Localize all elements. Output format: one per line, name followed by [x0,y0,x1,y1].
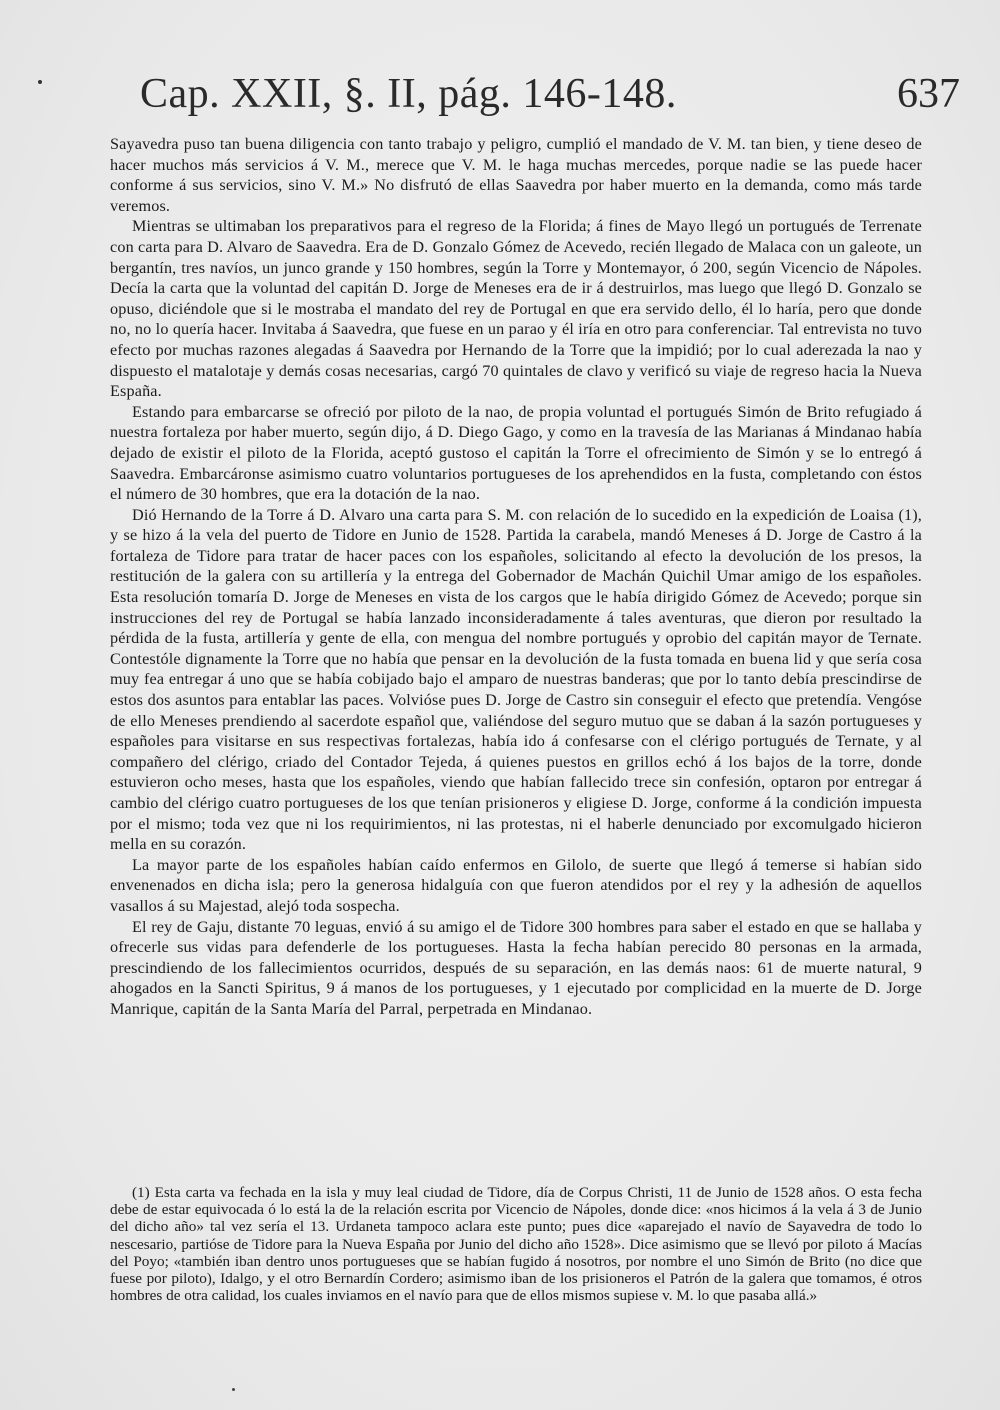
bottom-mark [232,1388,235,1391]
paragraph: Sayavedra puso tan buena diligencia con tanto trabajo y peligro, cumplió el mandado de V. M. tan bien, y tiene deseo de hacer muchos más servicios á V. M., merece que V. M. le haga muchas mercedes, porque nadie se las puede hacer conforme á sus servicios, sino V. M.» No disfrutó de ellas Saavedra por haber muerto en la demanda, como más tarde veremos. [110,135,922,215]
running-head: Cap. XXII, §. II, pág. 146-148. [140,71,677,117]
page-number: 637 [897,71,960,117]
paragraph: Dió Hernando de la Torre á D. Alvaro una carta para S. M. con relación de lo sucedido en la expedición de Loaisa (1), y se hizo á la vela del puerto de Tidore en Junio de 1528. Partida la carabela, mandó Meneses á D. Jorge de Castro á la fortaleza de Tidore para tratar de hacer paces con los españoles, solicitando al efecto la devolución de los presos, la restitución de la galera con su artillería y la entrega del Gobernador de Machán Quichil Umar amigo de los españoles. Esta resolución tomaría D. Jorge de Meneses en vista de los cargos que le había dirigido Gómez de Acevedo; porque sin instrucciones del rey de Portugal se había lanzado inconsideradamente á tales aventuras, que dieron por resultado la pérdida de la fusta, artillería y gente de ella, con mengua del nombre portugués y oprobio del capitán mayor de Ternate. Contestóle dignamente la Torre que no había que pensar en la devolución de la fusta tomada en buena lid y que sería cosa muy fea entregar á uno que se había cobijado bajo el amparo de nuestras banderas; que por lo tanto debía prescindirse de estos dos asuntos para entablar las paces. Volvióse pues D. Jorge de Castro sin conseguir el efecto que pretendía. Vengóse de ello Meneses prendiendo al sacerdote español que, valiéndose del seguro mutuo que se daban á la sazón portugueses y españoles para visitarse en sus respectivas fortalezas, había ido á confesarse con el clérigo portugués de Ternate, y al compañero del clérigo, criado del Contador Tejeda, á quienes puestos en grillos echó á los bajos de la torre, donde estuvieron ocho meses, hasta que los españoles, viendo que habían fallecido trece sin confesión, optaron por entregar á cambio del clérigo cuatro portugueses de los que tenían prisioneros y eligiese D. Jorge, conforme á la condición impuesta por el mismo; toda vez que ni los requirimientos, ni las protestas, ni el haberle denunciado por excomulgado hicieron mella en su corazón. [110,505,922,854]
page-header [140,70,960,130]
footnote [110,1184,922,1304]
footnote-text: (1) Esta carta va fechada en la isla y muy leal ciudad de Tidore, día de Corpus Christi, 11 de Junio de 1528 años. O esta fecha debe de estar equivocada ó lo está la de la relación escrita por Vicencio de Nápoles, donde dice: «nos hicimos á la vela á 3 de Junio del dicho año» tal vez sería el 13. Urdaneta tampoco aclara este punto; pues dice «aparejado el navío de Sayavedra de todo lo nescesario, partióse de Tidore para la Nueva España por Junio del dicho año 1528». Dice asimismo que se llevó por piloto á Macías del Poyo; «también iban dentro unos portugueses que se habían fugido á nosotros, por nombre el uno Simón de Brito (no dice que fuese por piloto), Idalgo, y el otro Bernardín Cordero; asimismo iban de los prisioneros el Patrón de la galera que tomamos, é otros hombres de otra calidad, los cuales inviamos en el navío para que de ellos mismos supiese v. M. lo que pasaba allá.» [110,1184,922,1305]
paragraph: Mientras se ultimaban los preparativos para el regreso de la Florida; á fines de Mayo llegó un portugués de Terrenate con carta para D. Alvaro de Saavedra. Era de D. Gonzalo Gómez de Acevedo, recién llegado de Malaca con un galeote, un bergantín, tres navíos, un junco grande y 150 hombres, según la Torre y Montemayor, ó 200, según Vicencio de Nápoles. Decía la carta que la voluntad del capitán D. Jorge de Meneses era de ir á destruirlos, mas luego que llegó D. Gonzalo se opuso, diciéndole que si le mostraba el mandato del rey de Portugal en que era servido dello, él lo haría, pero que donde no, no lo quería hacer. Invitaba á Saavedra, que fuese en un parao y él iría en otro para conferenciar. Tal entrevista no tuvo efecto por muchas razones alegadas á Saavedra por Hernando de la Torre que la impidió; por lo cual aderezada la nao y dispuesto el matalotaje y demás cosas necesarias, cargó 70 quintales de clavo y verificó su viaje de regreso hacia la Nueva España. [110,217,922,401]
body-text [110,134,922,1020]
paragraph: El rey de Gaju, distante 70 leguas, envió á su amigo el de Tidore 300 hombres para saber el estado en que se hallaba y ofrecerle sus vidas para defenderle de los portugueses. Hasta la fecha habían perecido 80 personas en la armada, prescindiendo de los fallecimientos ocurridos, después de su separación, en las demás naos: 61 de muerte natural, 9 ahogados en la Sancti Spiritus, 9 á manos de los portugueses, y 1 ejecutado por complicidad en la muerte de D. Jorge Manrique, capitán de la Santa María del Parral, perpetrada en Mindanao. [110,917,922,1018]
paragraph: Estando para embarcarse se ofreció por piloto de la nao, de propia voluntad el portugués Simón de Brito refugiado á nuestra fortaleza por haber muerto, según dijo, á D. Diego Gago, y como en la travesía de las Marianas á Mindanao había dejado de existir el piloto de la Florida, aceptó gustoso el capitán la Torre el ofrecimiento de Simón y se lo entregó á Saavedra. Embarcáronse asimismo cuatro voluntarios portugueses de los aprehendidos en la fusta, completando con éstos el número de 30 hombres, que era la dotación de la nao. [110,402,922,504]
paragraph: La mayor parte de los españoles habían caído enfermos en Gilolo, de suerte que llegó á temerse si habían sido envenenados en dicha isla; pero la generosa hidalguía con que fueron atendidos por el rey y la adhesión de aquellos vasallos á su Majestad, alejó toda sospecha. [110,855,922,915]
margin-mark [38,80,42,84]
